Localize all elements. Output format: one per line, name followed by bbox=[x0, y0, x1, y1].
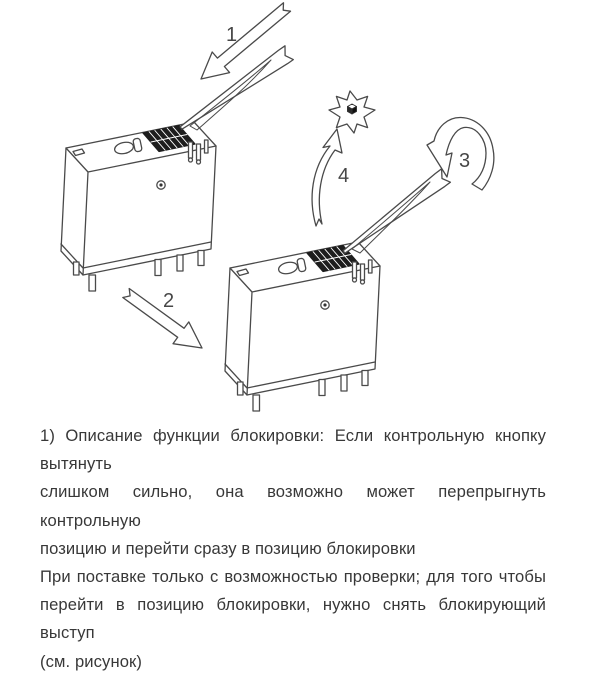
step-1-label: 1 bbox=[226, 24, 238, 46]
screwdriver-icon-left bbox=[180, 46, 293, 130]
description-line-3: позицию и перейти сразу в позицию блокировки bbox=[40, 538, 416, 558]
description-line-2: слишком сильно, она возможно может перепрыгнуть контрольную bbox=[40, 482, 546, 530]
burst-icon bbox=[329, 91, 375, 133]
locking-tab-icon bbox=[348, 104, 357, 114]
step-2-label: 2 bbox=[163, 290, 175, 312]
description-text bbox=[40, 422, 546, 676]
description-line-4: При поставке только с возможностью проверки; для того чтобы bbox=[40, 567, 546, 587]
screwdriver-icon-right bbox=[343, 169, 450, 253]
relay-drawing-left bbox=[61, 122, 216, 291]
description-line-6: (см. рисунок) bbox=[40, 651, 143, 671]
description-line-5: перейти в позицию блокировки, нужно снять блокирующий выступ bbox=[40, 595, 546, 643]
relay-drawing-right bbox=[225, 242, 380, 411]
step-3-label: 3 bbox=[459, 150, 471, 172]
step-4-label: 4 bbox=[338, 165, 350, 187]
description-line-1: 1) Описание функции блокировки: Если контрольную кнопку вытянуть bbox=[40, 426, 546, 474]
